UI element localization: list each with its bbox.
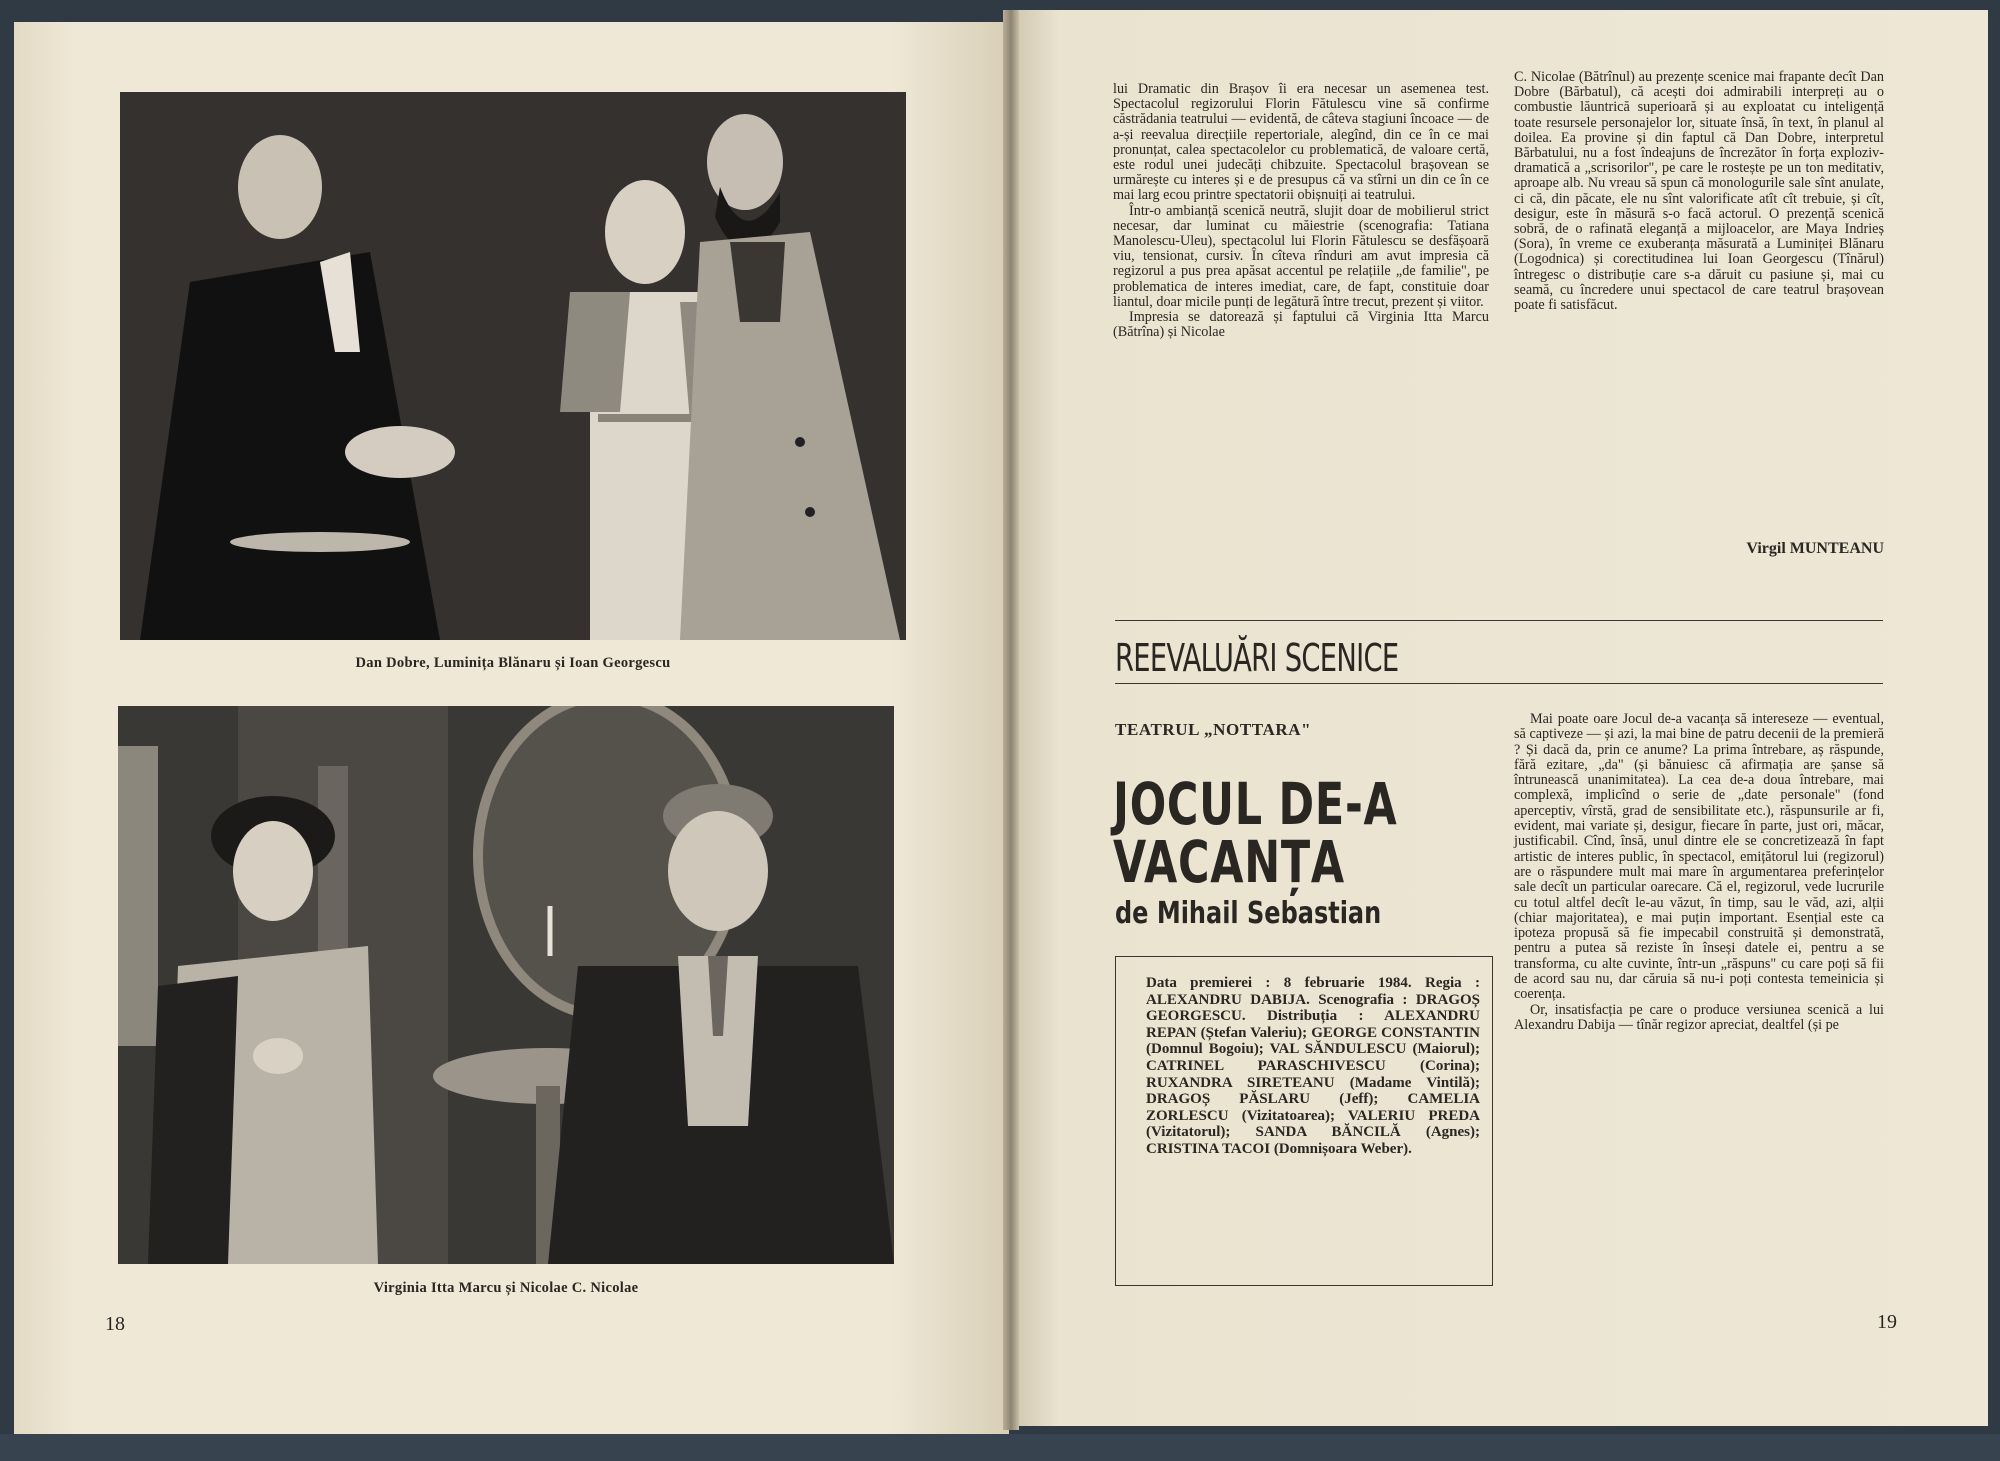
review-col1-para3: Impresia se datorează și faptului că Virginia Itta Marcu (Bătrîna) și Nicolae xyxy=(1113,309,1489,341)
section-rule-bottom xyxy=(1115,683,1883,684)
review-col1-para2: Într-o ambianță scenică neutră, slujit doar de mobilierul strict necesar, dar luminat cu măiestrie (scenografia: Tatiana Manolescu-Uleu), spectacolul lui Florin Fătulescu se desfășoară viu, tensionat, cursiv. În cîteva rînduri am avut impresia că regizorul a pus prea apăsat accentul pe relațiile „de familie", pe problematica de interes imediat, care, de fapt, constituie doar liantul, doar micile punți de legătură între trecut, prezent și viitor. xyxy=(1113,202,1489,310)
photo2-caption: Virginia Itta Marcu și Nicolae C. Nicolae xyxy=(373,1280,639,1296)
review-signature: Virgil MUNTEANU xyxy=(1746,540,1884,557)
play-title-line1: JOCUL DE-A xyxy=(1113,770,1398,838)
book-gutter xyxy=(1003,10,1019,1430)
page-number-left: 18 xyxy=(105,1313,125,1335)
play-author: de Mihail Sebastian xyxy=(1115,896,1382,931)
article-para1: Mai poate oare Jocul de-a vacanța să intereseze — eventual, să captiveze — și azi, la mai bine de patru decenii de la premieră ? Și dacă da, prin ce anume? La prima întrebare, aș răspunde, fără ezitare, „da" (și bănuiesc că afirmația are șanse să întrunească unanimitatea). La cea de-a doua întrebare, mai complexă, implicînd o serie de „date personale" (fond aperceptiv, vîrstă, grad de sensibilitate etc.), răspunsurile ar fi, evident, mai variate și, desigur, fiecare în parte, just ori, măcar, justificabil. Cînd, însă, unul dintre ele se concretizează în fapt artistic de interes public, în spectacol, emițătorul lui (regizorul) are o răspundere mult mai mare în argumentarea preferințelor sale decît un particular oarecare. Că el, regizorul, vede lucrurile cu totul altfel decît le-au văzut, în timp, sau le văd, azi, alții (chiar majoritatea), e mai puțin important. Esențial este ca ipoteza propusă să fie impecabil construită și demonstrată, pentru a putea să reziste în înseși datele ei, pentru a se transforma, cu alte cuvinte, într-un „răspuns" cu care poți să fii de acord sau nu, dar căruia să nu-i poți contesta temeinicia și coerența. xyxy=(1514,711,1884,1003)
premiere-info-box: Data premierei : 8 februarie 1984. Regia : ALEXANDRU DABIJA. Scenografia : DRAGOȘ GEORGESCU. Distribuția : ALEXANDRU REPAN (Ștefan Valeriu); GEORGE CONSTANTIN (Domnul Bogoiu); VAL SĂNDULESCU (Maiorul); CATRINEL PARASCHIVESCU (Corina); RUXANDRA SIRETEANU (Madame Vintilă); DRAGOȘ PĂSLARU (Jeff); CAMELIA ZORLESCU (Vizitatoarea); VALERIU PREDA (Vizitatorul); SANDA BĂNCILĂ (Agnes); CRISTINA TACOI (Domnișoara Weber). xyxy=(1115,956,1493,1286)
photo1-caption: Dan Dobre, Luminița Blănaru și Ioan Georgescu xyxy=(355,655,671,671)
photo-two-actors xyxy=(118,706,894,1264)
page-number-right: 19 xyxy=(1877,1311,1897,1333)
review-col1-para1: lui Dramatic din Brașov îi era necesar un asemenea test. Spectacolul regizorului Florin Fătulescu vine să confirme căstrădania teatrului — evidentă, de câteva stagiuni încoace — de a-și reevalua direcțiile repertoriale, alegînd, din ce în ce mai pronunțat, calea spectacolelor cu problematică, de valoare certă, este rodul unei judecăți chibzuite. Spectacolul brașovean se urmărește cu interes și e de presupus că va stîrni un din ce în ce mai larg ecou printre spectatorii obișnuiți ai teatrului. xyxy=(1113,81,1489,204)
article-column xyxy=(1514,712,1884,1033)
theatre-name: TEATRUL „NOTTARA" xyxy=(1115,720,1312,739)
article-para2: Or, insatisfacția pe care o produce versiunea scenică a lui Alexandru Dabija — tînăr regizor apreciat, dealtfel (și pe xyxy=(1514,1001,1884,1033)
photo-three-actors xyxy=(120,92,906,640)
review-column-2 xyxy=(1514,70,1884,313)
review-column-1 xyxy=(1113,82,1489,340)
section-title: REEVALUĂRI SCENICE xyxy=(1115,636,1399,680)
section-rule-top xyxy=(1115,620,1883,621)
play-title-line2: VACANȚA xyxy=(1113,828,1345,896)
page-bottom-edge xyxy=(0,1434,2000,1461)
review-col2-para1: C. Nicolae (Bătrînul) au prezențe scenice mai frapante decît Dan Dobre (Bărbatul), că acești doi admirabili interpreți au o combustie lăuntrică superioară și au exploatat cu inteligență toate resursele personajelor lor, situate însă, în text, în planul al doilea. Ea provine și din faptul că Dan Dobre, interpretul Bărbatului, nu a fost îndeajuns de încrezător în forța exploziv-dramatică a „scrisorilor", pe care le rostește pe un ton meditativ, aproape alb. Nu vreau să spun că monologurile sale sînt anulate, ci că, din păcate, ele nu sînt valorificate atît cît trebuie, și cît, desigur, este în măsură s-o facă actorul. O prezență scenică sobră, de o rafinată eleganță a mijloacelor, are Maya Indrieș (Sora), în vreme ce exuberanța măsurată a Luminiței Blănaru (Logodnica) și corectitudinea lui Ioan Georgescu (Tînărul) întregesc o distribuție care s-a dăruit cu pasiune și, mai cu seamă, cu încredere unui spectacol de care teatrul brașovean poate fi satisfăcut. xyxy=(1514,69,1884,314)
